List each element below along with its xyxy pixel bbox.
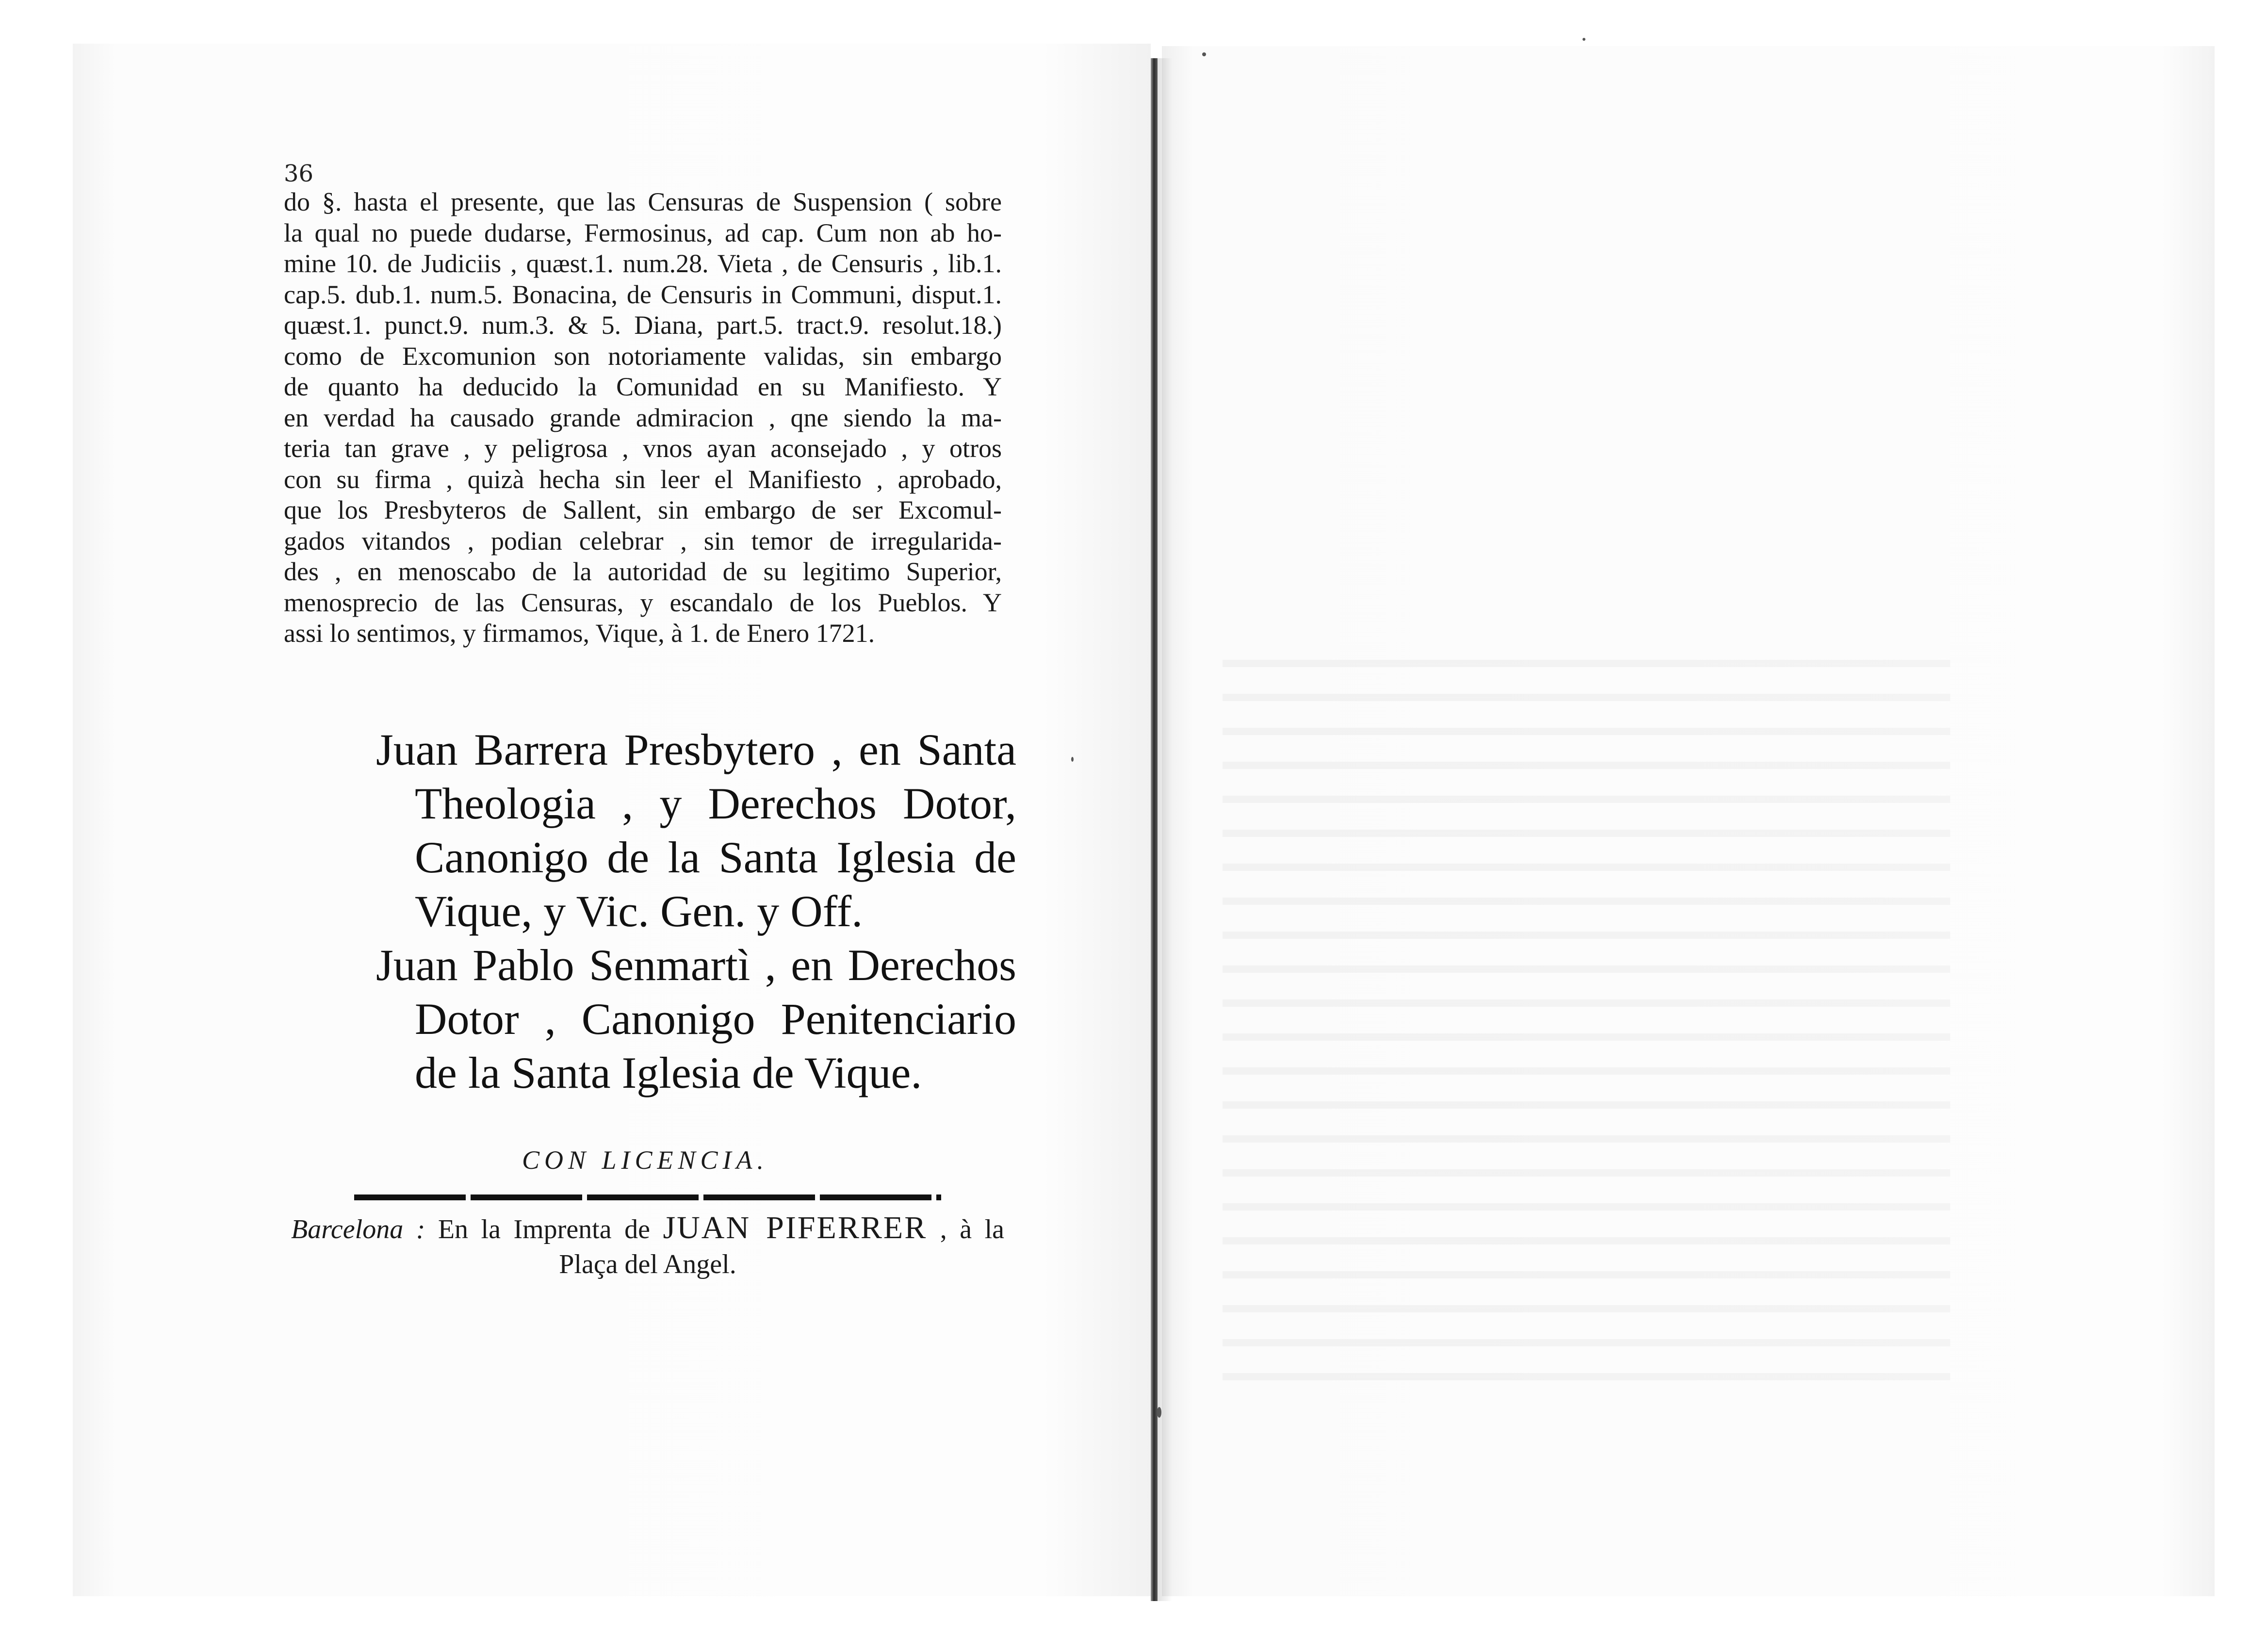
body-line: quæst.1. punct.9. num.3. & 5. Diana, part.5. tract.9. resolut.18.) [284,311,1002,340]
body-line: do §. hasta el presente, que las Censuras de Suspension ( sobre [284,187,1002,216]
gutter-shadow [1158,58,1172,1601]
body-line: la qual no puede dudarse, Fermosinus, ad cap. Cum non ab ho- [284,218,1002,247]
show-through-text [1223,640,1950,1392]
imprint [291,1211,1004,1282]
imprint-tail: , à la [940,1214,1004,1244]
body-line: teria tan grave , y peligrosa , vnos ayan aconsejado , y otros [284,434,1002,463]
body-line: con su firma , quizà hecha sin leer el Manifiesto , aprobado, [284,464,1002,494]
body-line: en verdad ha causado grande admiracion , qne siendo la ma- [284,403,1002,432]
body-line: como de Excomunion son notoriamente validas, sin embargo [284,341,1002,371]
signature-line: Juan Barrera Presbytero , en Santa [376,725,1016,774]
license-heading: CON LICENCIA. [522,1145,769,1175]
imprint-printer: JUAN PIFERRER [663,1210,928,1245]
body-line: assi lo sentimos, y firmamos, Vique, à 1. de Enero 1721. [284,619,875,648]
signature-line: Dotor , Canonigo Penitenciario [415,994,1016,1044]
signatures-block [376,723,1016,1100]
signature-line: Juan Pablo Senmartì , en Derechos [376,940,1016,990]
body-line: que los Presbyteros de Sallent, sin embargo de ser Excomul- [284,495,1002,524]
signature-line: de la Santa Iglesia de Vique. [415,1048,922,1097]
paper-speck [1583,38,1585,41]
body-line: des , en menoscabo de la autoridad de su legitimo Superior, [284,557,1002,586]
body-line: de quanto ha deducido la Comunidad en su Manifiesto. Y [284,372,1002,401]
imprint-press: En la Imprenta de [438,1214,650,1244]
book-gutter [1151,58,1158,1601]
body-line: gados vitandos , podian celebrar , sin temor de irregularida- [284,526,1002,556]
signature-line: Theologia , y Derechos Dotor, [415,779,1016,828]
signature-line: Canonigo de la Santa Iglesia de [415,833,1016,882]
paper-speck [1157,1407,1161,1418]
body-line: menosprecio de las Censuras, y escandalo de los Pueblos. Y [284,588,1002,617]
imprint-city: Barcelona : [291,1214,425,1244]
paper-speck [1071,757,1074,762]
body-line: mine 10. de Judiciis , quæst.1. num.28. Vieta , de Censuris , lib.1. [284,249,1002,278]
divider-rule [354,1194,941,1200]
imprint-address: Plaça del Angel. [559,1249,736,1279]
body-line: cap.5. dub.1. num.5. Bonacina, de Censuris in Communi, disput.1. [284,279,1002,309]
signature-line: Vique, y Vic. Gen. y Off. [415,886,863,936]
page-number: 36 [284,160,314,187]
imprint-line-1 [291,1211,1004,1247]
body-paragraph [284,187,1002,649]
paper-speck [1202,52,1206,56]
